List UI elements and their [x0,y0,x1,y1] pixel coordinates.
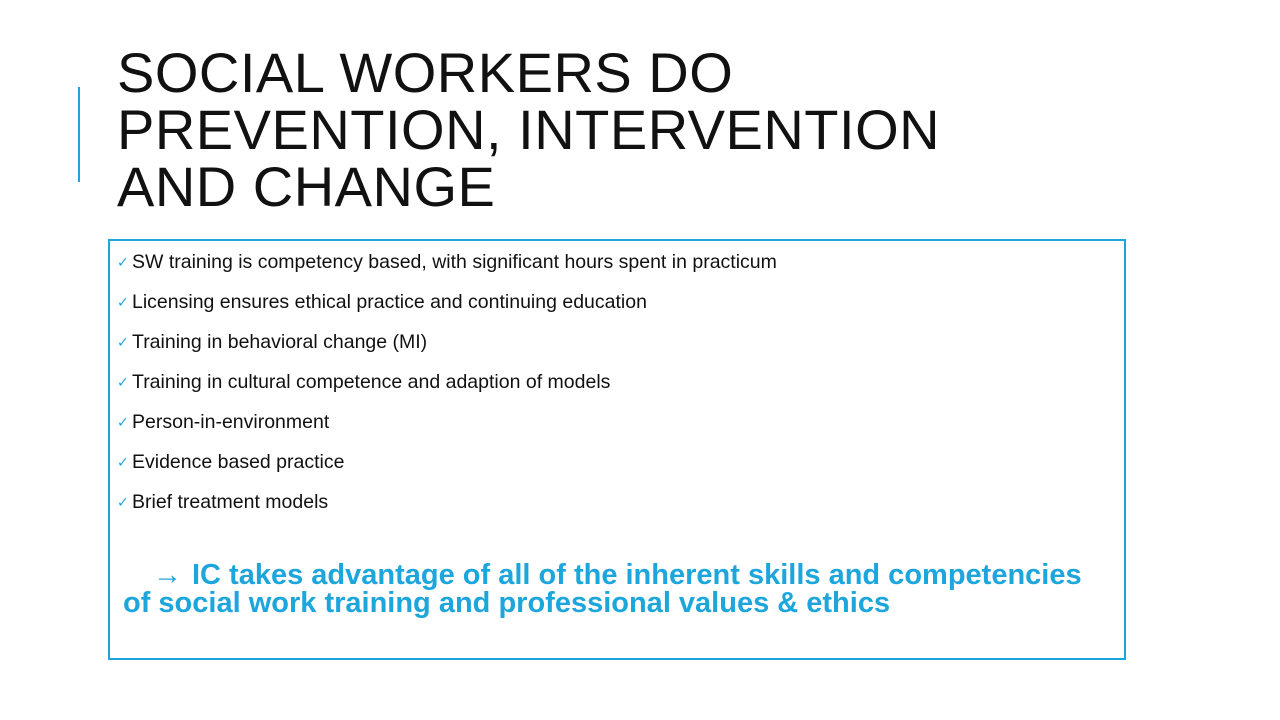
check-icon: ✓ [117,334,129,350]
check-icon: ✓ [117,374,129,390]
bullet-text: Brief treatment models [132,490,329,513]
bullet-text: Training in cultural competence and adaption of models [132,370,611,393]
bullet-item [117,282,777,322]
bullet-item [117,482,777,522]
bullet-text: SW training is competency based, with significant hours spent in practicum [132,250,777,273]
bullet-item [117,322,777,362]
bullet-item [117,242,777,282]
bullet-item [117,402,777,442]
bullet-item [117,362,777,402]
bullet-text: Evidence based practice [132,450,345,473]
check-icon: ✓ [117,414,129,430]
check-icon: ✓ [117,294,129,310]
check-icon: ✓ [117,254,129,270]
callout-statement [123,561,1103,617]
bullet-text: Training in behavioral change (MI) [132,330,428,353]
title-accent-bar [78,87,80,182]
title-line: PREVENTION, INTERVENTION [117,98,941,161]
title-line: SOCIAL WORKERS DO [117,41,734,104]
arrow-right-icon: → [153,559,182,591]
check-icon: ✓ [117,454,129,470]
check-icon: ✓ [117,494,129,510]
bullet-text: Licensing ensures ethical practice and continuing education [132,290,647,313]
content-box [108,239,1126,660]
bullet-text: Person-in-environment [132,410,330,433]
title-line: AND CHANGE [117,155,496,218]
slide-title [117,41,1177,218]
bullet-item [117,442,777,482]
bullet-list [117,242,777,522]
callout-text: IC takes advantage of all of the inherent skills and competencies of social work training and professional values & ethics [123,559,1082,619]
